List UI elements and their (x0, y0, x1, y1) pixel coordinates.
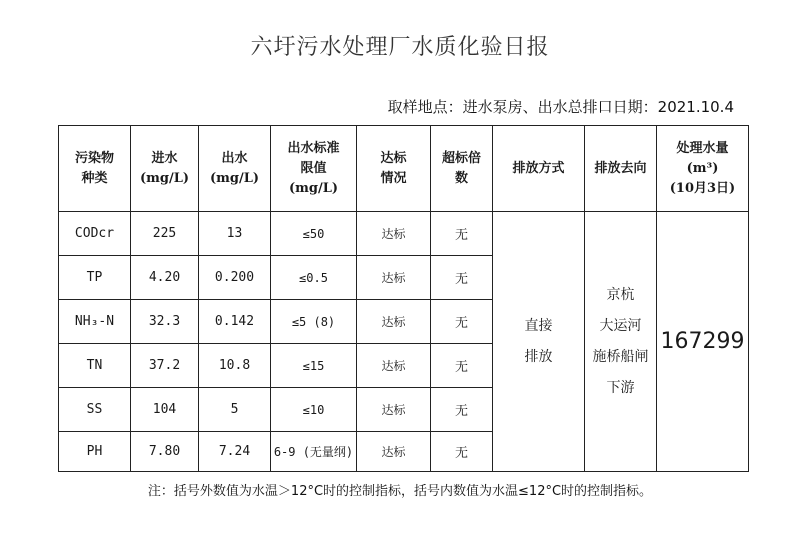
pollutant-name: SS (59, 388, 131, 432)
influent-value: 104 (131, 388, 199, 432)
pollutant-name: CODcr (59, 212, 131, 256)
report-title: 六圩污水处理厂水质化验日报 (250, 35, 550, 60)
water-quality-table (58, 125, 749, 472)
effluent-value: 5 (199, 388, 271, 432)
compliance-status: 达标 (357, 388, 431, 432)
limit-value: ≤0.5 (271, 256, 357, 300)
limit-value: 6-9 (无量纲) (271, 432, 357, 472)
compliance-status: 达标 (357, 432, 431, 472)
header-treated-volume: 处理水量 (m³) (10月3日) (657, 126, 749, 212)
limit-value: ≤10 (271, 388, 357, 432)
exceed-multiple: 无 (431, 344, 493, 388)
limit-value: ≤15 (271, 344, 357, 388)
effluent-value: 7.24 (199, 432, 271, 472)
discharge-destination-cell: 京杭 大运河 施桥船闸 下游 (585, 212, 657, 472)
effluent-value: 0.200 (199, 256, 271, 300)
compliance-status: 达标 (357, 300, 431, 344)
discharge-method-cell: 直接 排放 (493, 212, 585, 472)
pollutant-name: NH₃-N (59, 300, 131, 344)
header-pollutant: 污染物 种类 (59, 126, 131, 212)
header-influent: 进水 (mg/L) (131, 126, 199, 212)
table-row (59, 212, 749, 256)
footnote: 注：括号外数值为水温＞12°C时的控制指标，括号内数值为水温≤12°C时的控制指标。 (147, 484, 653, 499)
pollutant-name: TN (59, 344, 131, 388)
exceed-multiple: 无 (431, 388, 493, 432)
effluent-value: 10.8 (199, 344, 271, 388)
compliance-status: 达标 (357, 344, 431, 388)
influent-value: 37.2 (131, 344, 199, 388)
exceed-multiple: 无 (431, 256, 493, 300)
influent-value: 225 (131, 212, 199, 256)
sampling-info: 取样地点：进水泵房、出水总排口日期：2021.10.4 (387, 98, 734, 116)
limit-value: ≤50 (271, 212, 357, 256)
limit-value: ≤5 (8) (271, 300, 357, 344)
influent-value: 32.3 (131, 300, 199, 344)
exceed-multiple: 无 (431, 300, 493, 344)
header-discharge-destination: 排放去向 (585, 126, 657, 212)
treated-volume-value: 167299 (657, 212, 749, 472)
exceed-multiple: 无 (431, 212, 493, 256)
header-row (59, 126, 749, 212)
header-discharge-method: 排放方式 (493, 126, 585, 212)
effluent-value: 13 (199, 212, 271, 256)
influent-value: 4.20 (131, 256, 199, 300)
header-limit: 出水标准 限值 (mg/L) (271, 126, 357, 212)
influent-value: 7.80 (131, 432, 199, 472)
pollutant-name: PH (59, 432, 131, 472)
header-exceed: 超标倍 数 (431, 126, 493, 212)
compliance-status: 达标 (357, 212, 431, 256)
header-compliance: 达标 情况 (357, 126, 431, 212)
exceed-multiple: 无 (431, 432, 493, 472)
compliance-status: 达标 (357, 256, 431, 300)
effluent-value: 0.142 (199, 300, 271, 344)
header-effluent: 出水 (mg/L) (199, 126, 271, 212)
pollutant-name: TP (59, 256, 131, 300)
